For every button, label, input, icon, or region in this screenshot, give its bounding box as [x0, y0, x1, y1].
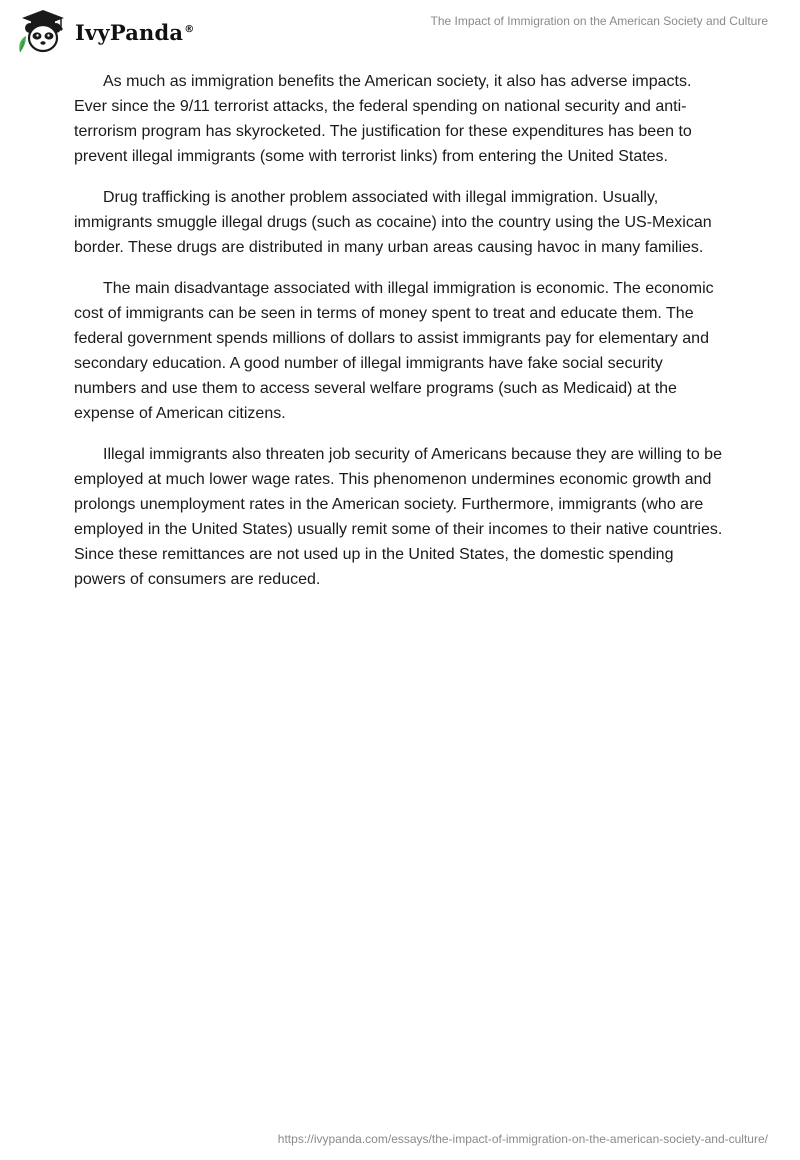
panda-mascot-icon: [14, 8, 72, 54]
registered-mark: ®: [184, 23, 195, 35]
source-url[interactable]: https://ivypanda.com/essays/the-impact-of-immigration-on-the-american-society-and-culture/: [277, 1132, 768, 1146]
ivypanda-logo[interactable]: [14, 8, 194, 54]
paragraph: The main disadvantage associated with illegal immigration is economic. The economic cost of immigrants can be seen in terms of money spent to treat and educate them. The federal government spends millions of dollars to assist immigrants pay for elementary and secondary education. A good number of illegal immigrants have fake social security numbers and use them to access several welfare programs (such as Medicaid) at the expense of American citizens.: [74, 280, 714, 422]
paragraph: Drug trafficking is another problem associated with illegal immigration. Usually, immigrants smuggle illegal drugs (such as cocaine) into the country using the US-Mexican border. These drugs are distributed in many urban areas causing havoc in many families.: [74, 189, 712, 256]
document-title: The Impact of Immigration on the American Society and Culture: [430, 14, 768, 28]
page-header: [0, 0, 800, 70]
brand-name: IvyPanda®: [75, 19, 195, 45]
paragraph: As much as immigration benefits the American society, it also has adverse impacts. Ever since the 9/11 terrorist attacks, the federal spending on national security and anti-terrorism program has skyrocketed. The justification for these expenditures has been to prevent illegal immigrants (some with terrorist links) from entering the United States.: [74, 73, 692, 165]
paragraph: Illegal immigrants also threaten job security of Americans because they are willing to be employed at much lower wage rates. This phenomenon undermines economic growth and prolongs unemployment rates in the American society. Furthermore, immigrants (who are employed in the United States) usually remit some of their incomes to their native countries. Since these remittances are not used up in the United States, the domestic spending powers of consumers are reduced.: [74, 446, 723, 588]
essay-body: [74, 69, 726, 608]
